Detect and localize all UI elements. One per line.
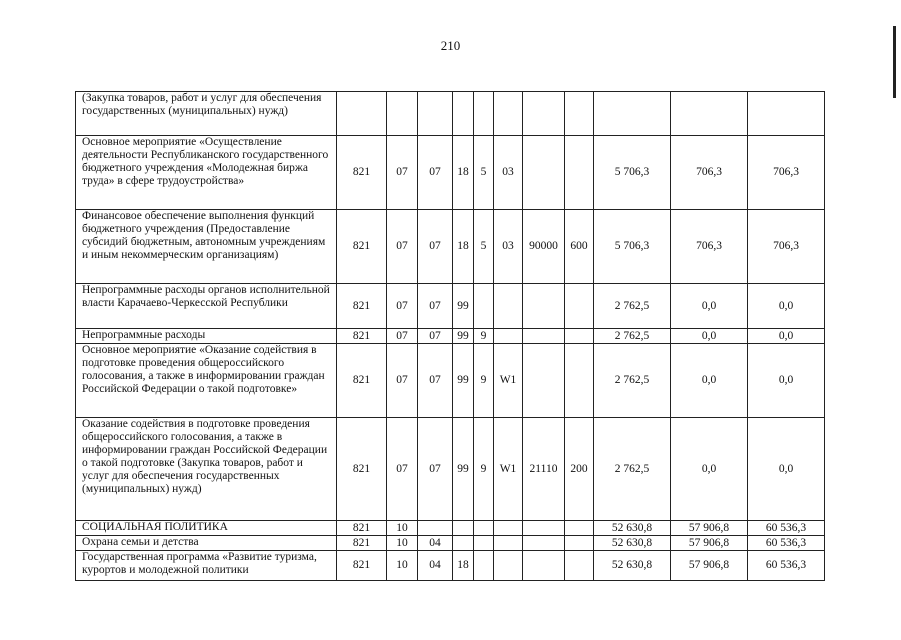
cell-code: 821 <box>337 344 387 418</box>
cell-direction <box>523 521 565 536</box>
cell-section: 07 <box>387 329 418 344</box>
cell-section: 07 <box>387 344 418 418</box>
cell-expense-type <box>565 92 594 136</box>
page-number: 210 <box>440 38 461 53</box>
cell-section: 07 <box>387 136 418 210</box>
cell-subsection: 07 <box>418 329 453 344</box>
scan-edge-mark <box>893 26 896 98</box>
cell-code: 821 <box>337 210 387 284</box>
cell-subprogram <box>474 284 494 329</box>
row-name: Основное мероприятие «Оказание содействия в подготовке проведения общероссийского голосования, а также в информировании граждан Российской Федерации о такой подготовке» <box>76 344 337 418</box>
cell-activity <box>494 536 523 551</box>
cell-amount-2: 57 906,8 <box>671 551 748 581</box>
row-name: Финансовое обеспечение выполнения функций бюджетного учреждения (Предоставление субсидий бюджетным, автономным учреждениям и иным некоммерческим организациям) <box>76 210 337 284</box>
cell-code <box>337 92 387 136</box>
cell-direction <box>523 344 565 418</box>
cell-activity: 03 <box>494 136 523 210</box>
cell-activity: 03 <box>494 210 523 284</box>
row-name: Государственная программа «Развитие туризма, курортов и молодежной политики <box>76 551 337 581</box>
cell-code: 821 <box>337 284 387 329</box>
cell-amount-1: 5 706,3 <box>594 210 671 284</box>
row-name: Оказание содействия в подготовке проведения общероссийского голосования, а также в информировании граждан Российской Федерации о такой подготовке (Закупка товаров, работ и услуг для обеспечения государственных (муниципальных) нужд) <box>76 418 337 521</box>
cell-amount-3: 706,3 <box>748 136 825 210</box>
cell-direction: 21110 <box>523 418 565 521</box>
table-row <box>76 418 825 521</box>
cell-subprogram: 5 <box>474 136 494 210</box>
cell-amount-2: 0,0 <box>671 344 748 418</box>
cell-activity <box>494 329 523 344</box>
cell-section: 10 <box>387 536 418 551</box>
cell-expense-type <box>565 136 594 210</box>
row-name: (Закупка товаров, работ и услуг для обеспечения государственных (муниципальных) нужд) <box>76 92 337 136</box>
cell-activity: W1 <box>494 344 523 418</box>
cell-program: 99 <box>453 284 474 329</box>
cell-subsection: 04 <box>418 551 453 581</box>
cell-direction: 90000 <box>523 210 565 284</box>
row-name: Непрограммные расходы <box>76 329 337 344</box>
table-row <box>76 329 825 344</box>
cell-amount-1: 2 762,5 <box>594 418 671 521</box>
cell-section: 07 <box>387 418 418 521</box>
cell-amount-3: 60 536,3 <box>748 536 825 551</box>
cell-amount-3: 60 536,3 <box>748 551 825 581</box>
cell-subsection: 07 <box>418 284 453 329</box>
row-name: Непрограммные расходы органов исполнительной власти Карачаево-Черкесской Республики <box>76 284 337 329</box>
cell-subsection <box>418 92 453 136</box>
row-name: Охрана семьи и детства <box>76 536 337 551</box>
cell-amount-2: 706,3 <box>671 210 748 284</box>
cell-program: 18 <box>453 136 474 210</box>
cell-program <box>453 536 474 551</box>
row-name: СОЦИАЛЬНАЯ ПОЛИТИКА <box>76 521 337 536</box>
cell-subprogram: 5 <box>474 210 494 284</box>
cell-amount-1: 2 762,5 <box>594 329 671 344</box>
cell-subsection: 07 <box>418 210 453 284</box>
cell-section: 10 <box>387 551 418 581</box>
cell-subsection: 07 <box>418 344 453 418</box>
cell-program: 18 <box>453 210 474 284</box>
cell-expense-type <box>565 521 594 536</box>
cell-direction <box>523 536 565 551</box>
cell-amount-3: 0,0 <box>748 329 825 344</box>
cell-expense-type <box>565 551 594 581</box>
cell-subsection: 07 <box>418 136 453 210</box>
cell-amount-2: 0,0 <box>671 329 748 344</box>
cell-code: 821 <box>337 551 387 581</box>
cell-expense-type <box>565 536 594 551</box>
cell-expense-type <box>565 284 594 329</box>
table-row <box>76 344 825 418</box>
cell-expense-type: 200 <box>565 418 594 521</box>
cell-code: 821 <box>337 418 387 521</box>
cell-program: 99 <box>453 329 474 344</box>
cell-section: 07 <box>387 284 418 329</box>
table-row <box>76 551 825 581</box>
cell-code: 821 <box>337 329 387 344</box>
cell-activity <box>494 284 523 329</box>
cell-code: 821 <box>337 536 387 551</box>
cell-subsection: 04 <box>418 536 453 551</box>
cell-amount-2: 57 906,8 <box>671 536 748 551</box>
cell-code: 821 <box>337 136 387 210</box>
table-row <box>76 284 825 329</box>
cell-program <box>453 92 474 136</box>
cell-amount-3: 706,3 <box>748 210 825 284</box>
cell-activity: W1 <box>494 418 523 521</box>
cell-amount-1: 5 706,3 <box>594 136 671 210</box>
cell-amount-1: 52 630,8 <box>594 521 671 536</box>
cell-amount-1 <box>594 92 671 136</box>
cell-amount-3 <box>748 92 825 136</box>
cell-subprogram <box>474 551 494 581</box>
cell-amount-2: 57 906,8 <box>671 521 748 536</box>
cell-amount-2: 0,0 <box>671 284 748 329</box>
cell-subsection: 07 <box>418 418 453 521</box>
cell-section: 07 <box>387 210 418 284</box>
cell-direction <box>523 551 565 581</box>
cell-direction <box>523 92 565 136</box>
cell-amount-3: 0,0 <box>748 284 825 329</box>
cell-subprogram <box>474 536 494 551</box>
cell-amount-1: 2 762,5 <box>594 284 671 329</box>
cell-section: 10 <box>387 521 418 536</box>
cell-activity <box>494 551 523 581</box>
cell-amount-1: 52 630,8 <box>594 551 671 581</box>
cell-subprogram: 9 <box>474 418 494 521</box>
cell-subsection <box>418 521 453 536</box>
cell-program: 99 <box>453 418 474 521</box>
cell-activity <box>494 92 523 136</box>
table-row <box>76 136 825 210</box>
cell-subprogram: 9 <box>474 344 494 418</box>
cell-direction <box>523 284 565 329</box>
cell-amount-2: 0,0 <box>671 418 748 521</box>
table-row <box>76 210 825 284</box>
cell-subprogram <box>474 521 494 536</box>
cell-code: 821 <box>337 521 387 536</box>
table-row <box>76 521 825 536</box>
cell-section <box>387 92 418 136</box>
row-name: Основное мероприятие «Осуществление деятельности Республиканского государственного бюджетного учреждения «Молодежная биржа труда» в сфере трудоустройства» <box>76 136 337 210</box>
cell-expense-type <box>565 329 594 344</box>
table-row <box>76 536 825 551</box>
cell-amount-3: 60 536,3 <box>748 521 825 536</box>
cell-program: 18 <box>453 551 474 581</box>
budget-table <box>75 91 825 581</box>
cell-amount-2 <box>671 92 748 136</box>
cell-amount-2: 706,3 <box>671 136 748 210</box>
table-row <box>76 92 825 136</box>
cell-amount-3: 0,0 <box>748 418 825 521</box>
cell-direction <box>523 136 565 210</box>
cell-activity <box>494 521 523 536</box>
cell-program: 99 <box>453 344 474 418</box>
cell-expense-type: 600 <box>565 210 594 284</box>
cell-subprogram <box>474 92 494 136</box>
cell-amount-3: 0,0 <box>748 344 825 418</box>
cell-program <box>453 521 474 536</box>
cell-direction <box>523 329 565 344</box>
cell-amount-1: 52 630,8 <box>594 536 671 551</box>
cell-amount-1: 2 762,5 <box>594 344 671 418</box>
cell-subprogram: 9 <box>474 329 494 344</box>
cell-expense-type <box>565 344 594 418</box>
